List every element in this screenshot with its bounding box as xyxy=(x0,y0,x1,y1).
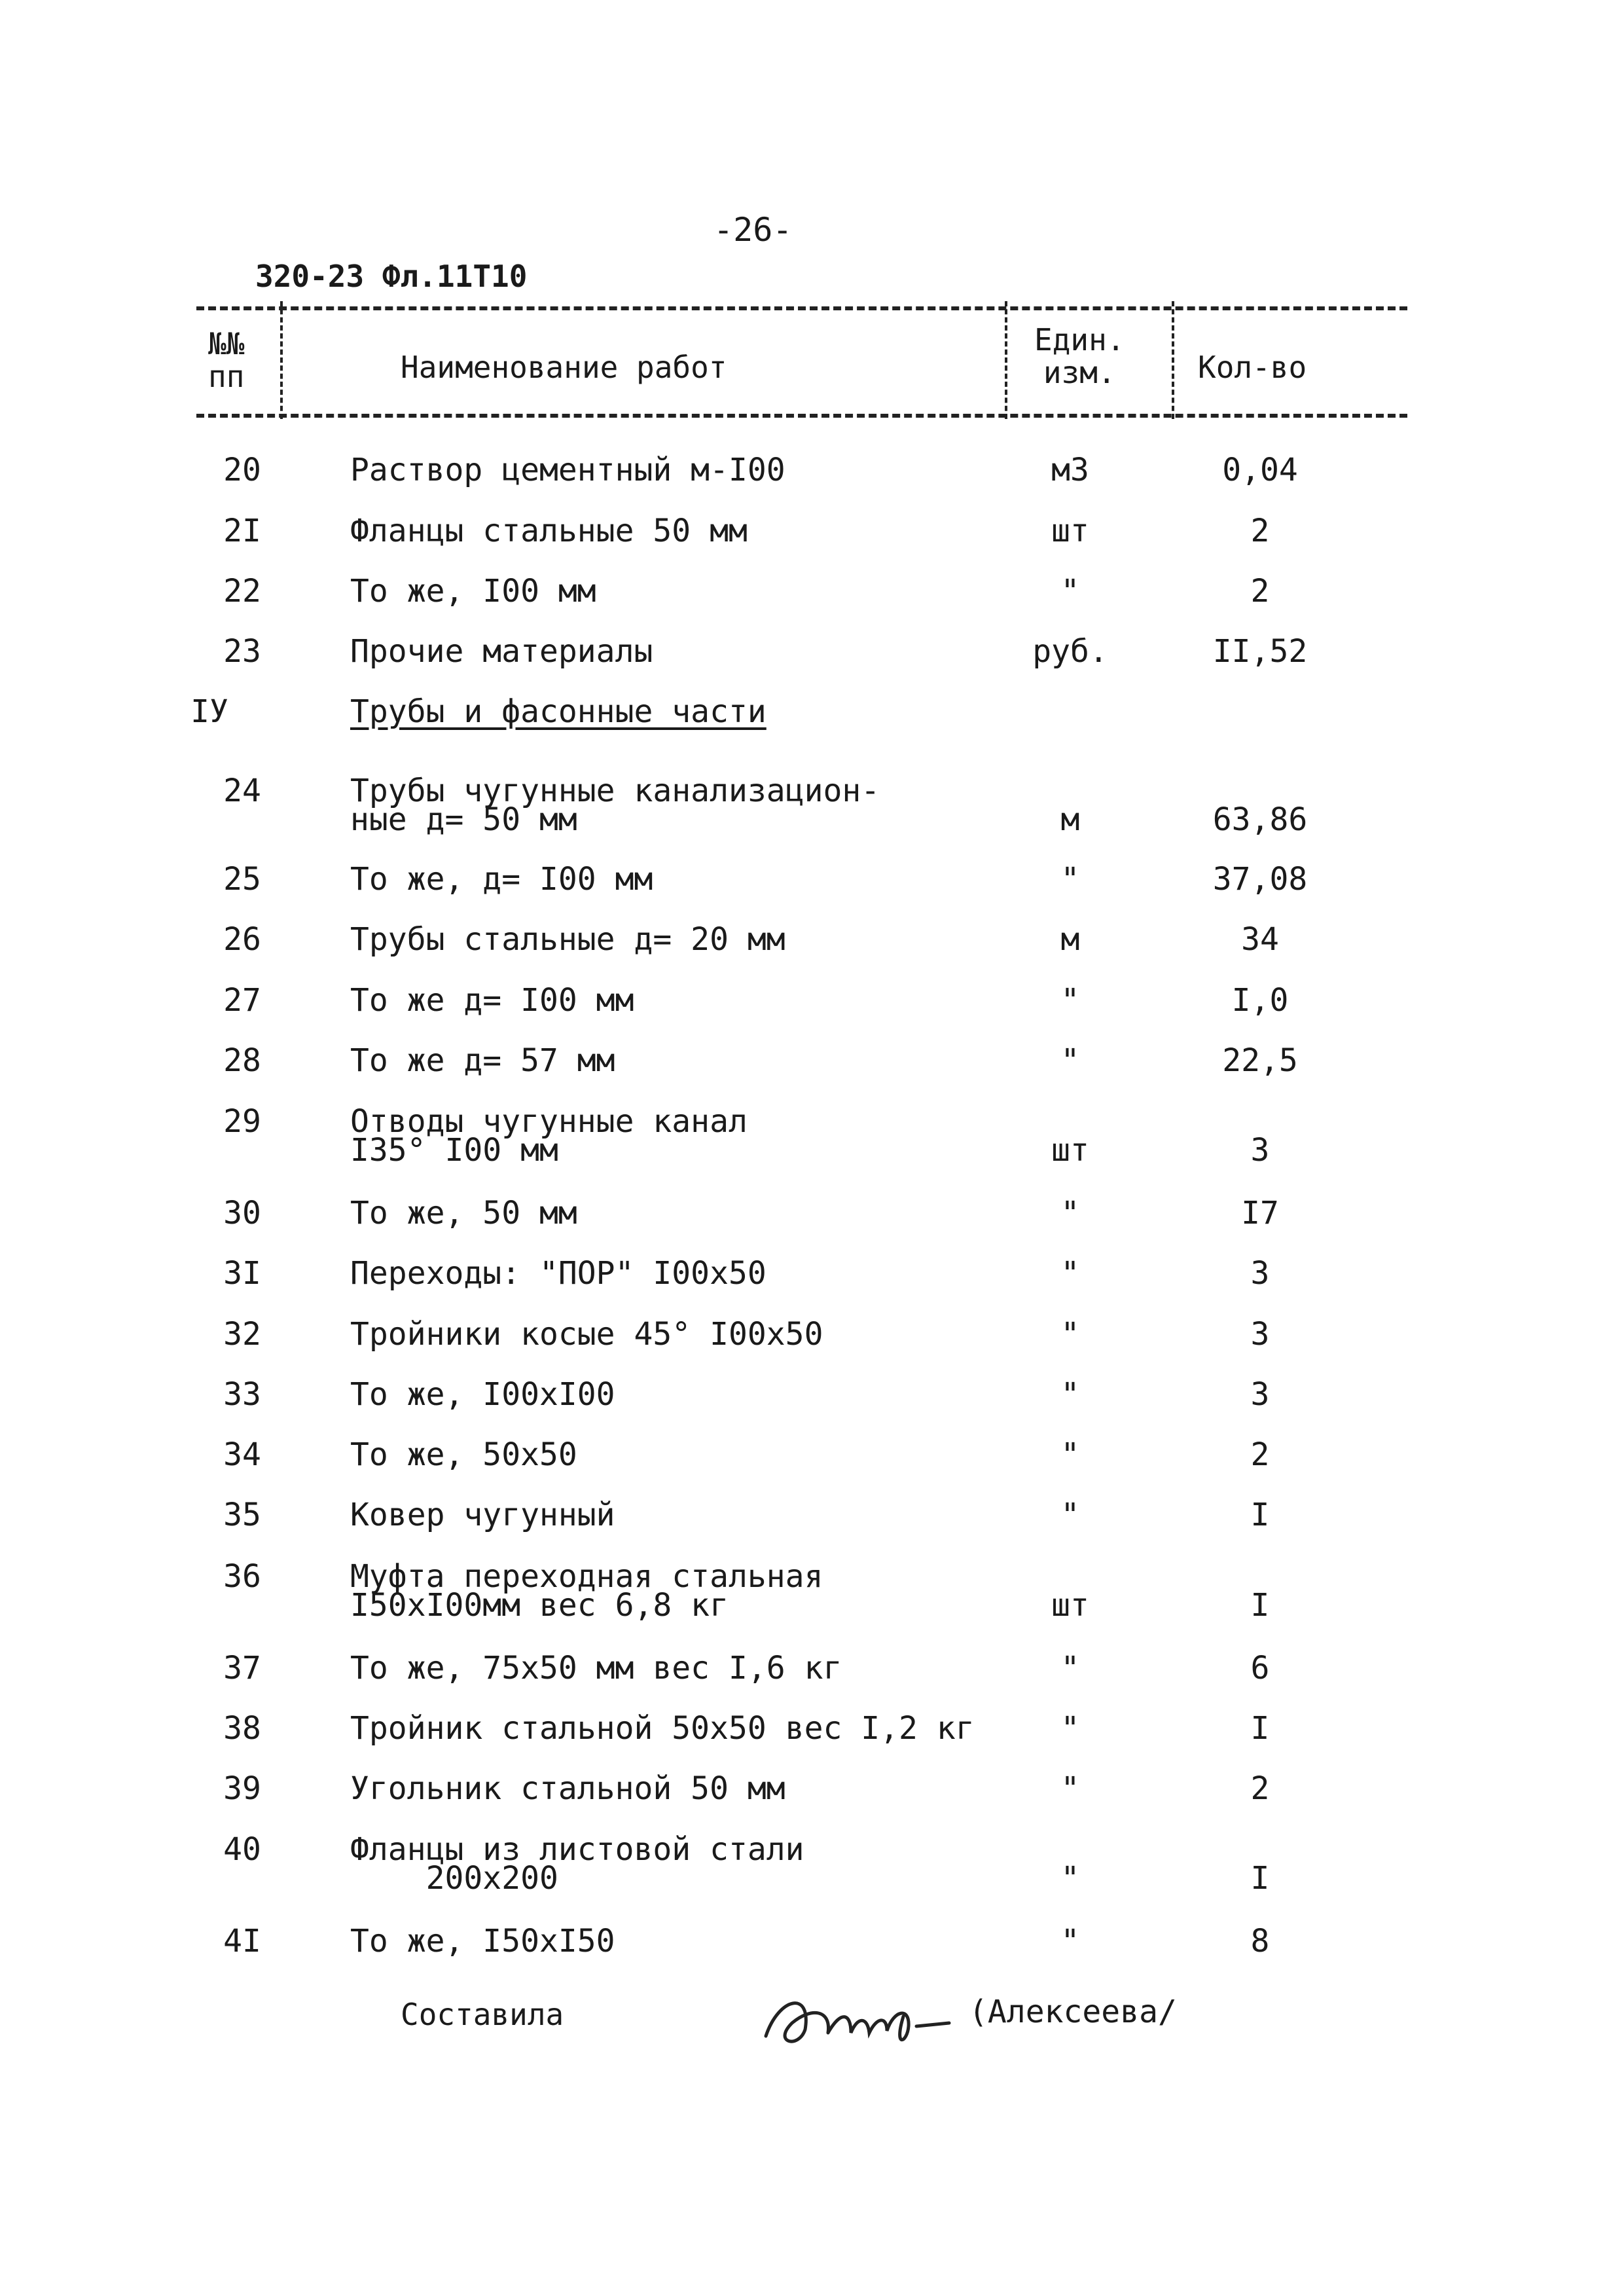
row-quantity: 8 xyxy=(1250,1923,1270,1959)
row-number: 36 xyxy=(223,1558,261,1595)
row-unit: " xyxy=(1060,1923,1080,1959)
row-name: То же, 50 мм xyxy=(350,1195,577,1231)
row-unit: " xyxy=(1060,1316,1080,1353)
row-name: То же, 50х50 xyxy=(350,1436,577,1473)
row-number: 25 xyxy=(223,861,261,898)
row-quantity: 2 xyxy=(1250,573,1270,610)
row-number: 33 xyxy=(223,1376,261,1413)
row-quantity: 34 xyxy=(1241,921,1279,958)
row-name: То же д= 57 мм xyxy=(350,1042,615,1079)
row-name: То же д= I00 мм xyxy=(350,982,634,1019)
row-number: 32 xyxy=(223,1316,261,1353)
row-quantity: 3 xyxy=(1250,1376,1270,1413)
column-divider-1 xyxy=(280,301,283,419)
row-number: 23 xyxy=(223,633,261,670)
row-unit: " xyxy=(1060,1710,1080,1747)
header-number: №№ пп xyxy=(208,326,245,394)
row-number: 4I xyxy=(223,1923,261,1959)
row-name: То же, д= I00 мм xyxy=(350,861,653,898)
row-number: 20 xyxy=(223,452,261,488)
row-unit: " xyxy=(1060,1436,1080,1473)
row-number: 27 xyxy=(223,982,261,1019)
row-quantity: 63,86 xyxy=(1212,801,1308,838)
signature xyxy=(753,1971,975,2065)
row-unit: " xyxy=(1060,1255,1080,1292)
row-quantity: I7 xyxy=(1241,1195,1279,1231)
column-divider-2 xyxy=(1005,301,1007,419)
header-bottom-rule xyxy=(196,414,1407,418)
compiled-by-label: Составила xyxy=(401,1997,564,2032)
row-unit: " xyxy=(1060,1497,1080,1533)
row-unit: " xyxy=(1060,1042,1080,1079)
row-name: Фланцы из листовой стали xyxy=(350,1831,804,1868)
header-top-rule xyxy=(196,306,1407,310)
row-name: 200х200 xyxy=(350,1860,558,1897)
row-quantity: 37,08 xyxy=(1212,861,1308,898)
row-quantity: I,0 xyxy=(1231,982,1289,1019)
row-name: То же, 75х50 мм вес I,6 кг xyxy=(350,1650,842,1686)
row-name: Фланцы стальные 50 мм xyxy=(350,513,748,549)
compiler-name: (Алексеева/ xyxy=(969,1994,1177,2030)
row-unit: шт xyxy=(1051,1587,1089,1624)
row-name: То же, I00 мм xyxy=(350,573,596,610)
row-quantity: I xyxy=(1250,1587,1270,1624)
row-name: I50хI00мм вес 6,8 кг xyxy=(350,1587,729,1624)
row-name: I35° I00 мм xyxy=(350,1132,558,1169)
row-number: 22 xyxy=(223,573,261,610)
row-unit: " xyxy=(1060,982,1080,1019)
row-quantity: 2 xyxy=(1250,1436,1270,1473)
row-number: IУ xyxy=(190,693,228,730)
row-unit: шт xyxy=(1051,1132,1089,1169)
row-number: 2I xyxy=(223,513,261,549)
row-unit: м xyxy=(1060,921,1080,958)
row-number: 34 xyxy=(223,1436,261,1473)
row-quantity: 22,5 xyxy=(1222,1042,1298,1079)
header-quantity: Кол-во xyxy=(1198,350,1307,385)
row-number: 26 xyxy=(223,921,261,958)
row-unit: шт xyxy=(1051,513,1089,549)
row-unit: м3 xyxy=(1051,452,1089,488)
row-number: 39 xyxy=(223,1770,261,1807)
row-name: То же, I00хI00 xyxy=(350,1376,615,1413)
row-unit: " xyxy=(1060,861,1080,898)
row-quantity: 0,04 xyxy=(1222,452,1298,488)
row-name: ные д= 50 мм xyxy=(350,801,577,838)
column-divider-3 xyxy=(1172,301,1174,419)
row-number: 30 xyxy=(223,1195,261,1231)
row-quantity: I xyxy=(1250,1710,1270,1747)
row-quantity: 3 xyxy=(1250,1316,1270,1353)
row-unit: " xyxy=(1060,1770,1080,1807)
row-number: 38 xyxy=(223,1710,261,1747)
row-unit: " xyxy=(1060,1376,1080,1413)
row-name: Тройники косые 45° I00х50 xyxy=(350,1316,823,1353)
row-quantity: II,52 xyxy=(1212,633,1308,670)
row-unit: " xyxy=(1060,1860,1080,1897)
row-quantity: 2 xyxy=(1250,1770,1270,1807)
row-quantity: I xyxy=(1250,1860,1270,1897)
page-number: -26- xyxy=(713,211,793,249)
row-name: Угольник стальной 50 мм xyxy=(350,1770,785,1807)
row-number: 37 xyxy=(223,1650,261,1686)
row-name: Раствор цементный м-I00 xyxy=(350,452,785,488)
row-quantity: 3 xyxy=(1250,1132,1270,1169)
row-name: Прочие материалы xyxy=(350,633,653,670)
row-number: 28 xyxy=(223,1042,261,1079)
header-name: Наименование работ xyxy=(401,350,727,385)
row-quantity: I xyxy=(1250,1497,1270,1533)
row-number: 3I xyxy=(223,1255,261,1292)
row-unit: м xyxy=(1060,801,1080,838)
row-name: Тройник стальной 50х50 вес I,2 кг xyxy=(350,1710,975,1747)
document-code: 320-23 Фл.11Т10 xyxy=(255,259,528,294)
row-name: Отводы чугунные канал xyxy=(350,1103,748,1140)
row-name: Муфта переходная стальная xyxy=(350,1558,823,1595)
row-name: Переходы: "ПОР" I00х50 xyxy=(350,1255,767,1292)
row-unit: " xyxy=(1060,573,1080,610)
row-quantity: 2 xyxy=(1250,513,1270,549)
row-unit: руб. xyxy=(1032,633,1108,670)
row-number: 40 xyxy=(223,1831,261,1868)
row-name: Ковер чугунный xyxy=(350,1497,615,1533)
row-name: Трубы чугунные канализацион- xyxy=(350,773,880,809)
header-unit: Един. изм. xyxy=(1034,322,1125,390)
row-name: То же, I50хI50 xyxy=(350,1923,615,1959)
row-unit: " xyxy=(1060,1195,1080,1231)
row-quantity: 3 xyxy=(1250,1255,1270,1292)
row-quantity: 6 xyxy=(1250,1650,1270,1686)
row-unit: " xyxy=(1060,1650,1080,1686)
row-name: Трубы стальные д= 20 мм xyxy=(350,921,785,958)
row-number: 29 xyxy=(223,1103,261,1140)
section-title: Трубы и фасонные части xyxy=(350,693,767,730)
row-number: 24 xyxy=(223,773,261,809)
row-number: 35 xyxy=(223,1497,261,1533)
